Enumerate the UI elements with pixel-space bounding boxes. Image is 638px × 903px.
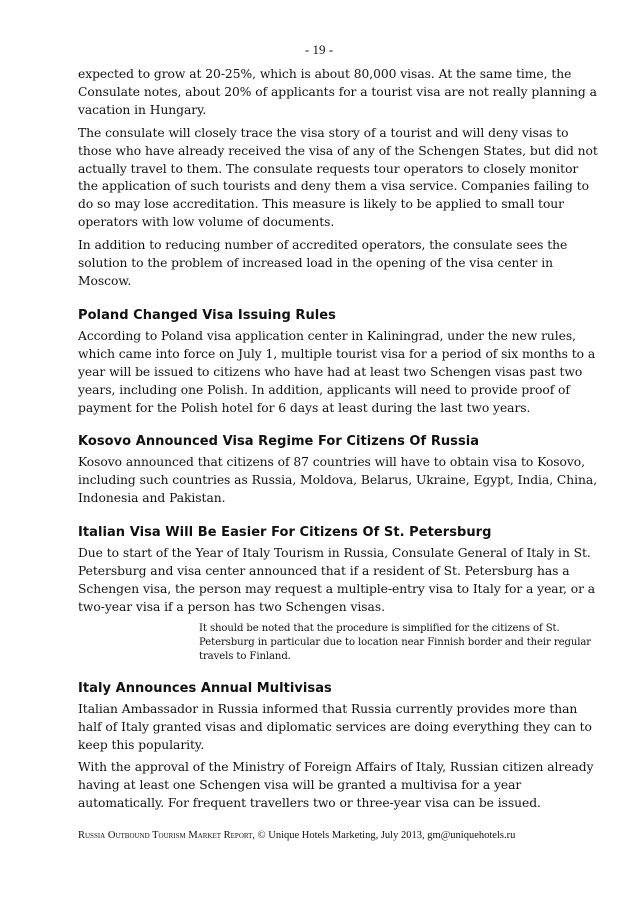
intro-paragraph: In addition to reducing number of accredited operators, the consulate sees the solution to the problem of increased load in the opening of the visa center in Moscow. — [78, 238, 568, 288]
section-heading-kosovo: Kosovo Announced Visa Regime For Citizens Of Russia — [78, 434, 480, 450]
footer-report-title: Russia Outbound Tourism Market Report — [78, 830, 253, 841]
section-paragraph: Italian Ambassador in Russia informed that Russia currently provides more than half of Italy granted visas and diplomatic services are doing everything they can to keep this popularity. — [78, 701, 592, 752]
section-heading-italy-multivisas: Italy Announces Annual Multivisas — [78, 680, 332, 696]
side-note: It should be noted that the procedure is simplified for the citizens of St. Petersburg in particular due to location near Finnish border and their regular travels to Finland. — [199, 622, 592, 662]
section-paragraph: With the approval of the Ministry of Foreign Affairs of Italy, Russian citizen already having at least one Schengen visa will be granted a multivisa for a year automatically. For frequent travellers two or three-year visa can be issued. — [78, 760, 594, 811]
section-paragraph: According to Poland visa application center in Kaliningrad, under the new rules, which came into force on July 1, multiple tourist visa for a period of six months to a year will be issued to citizens who have had at least two Schengen visas past two years, including one Polish. In addition, applicants will need to provide proof of payment for the Polish hotel for 6 days at least during the last two years. — [78, 328, 596, 415]
page-footer — [78, 830, 515, 841]
footer-credit: , © Unique Hotels Marketing, July 2013, gm@uniquehotels.ru — [252, 830, 516, 841]
section-heading-italy-st-petersburg: Italian Visa Will Be Easier For Citizens Of St. Petersburg — [78, 525, 492, 541]
section-paragraph: Due to start of the Year of Italy Tourism in Russia, Consulate General of Italy in St. Petersburg and visa center announced that if a resident of St. Petersburg has a Schengen visa, the person may request a multiple-entry visa to Italy for a year, or a two-year visa if a person has two Schengen visas. — [78, 546, 596, 614]
section-heading-poland: Poland Changed Visa Issuing Rules — [78, 307, 336, 323]
page-number: - 19 - — [304, 42, 334, 57]
intro-paragraph: expected to grow at 20-25%, which is about 80,000 visas. At the same time, the Consulate notes, about 20% of applicants for a tourist visa are not really planning a vacation in Hungary. — [78, 67, 597, 117]
section-paragraph: Kosovo announced that citizens of 87 countries will have to obtain visa to Kosovo, including such countries as Russia, Moldova, Belarus, Ukraine, Egypt, India, China, Indonesia and Pakistan. — [78, 455, 598, 506]
page-content — [78, 66, 598, 818]
intro-paragraph: The consulate will closely trace the visa story of a tourist and will deny visas to those who have already received the visa of any of the Schengen States, but did not actually travel to them. The consulate requests tour operators to closely monitor the application of such tourists and deny them a visa service. Companies failing to do so may lose accreditation. This measure is likely to be applied to small tour operators with low volume of documents. — [78, 125, 598, 230]
